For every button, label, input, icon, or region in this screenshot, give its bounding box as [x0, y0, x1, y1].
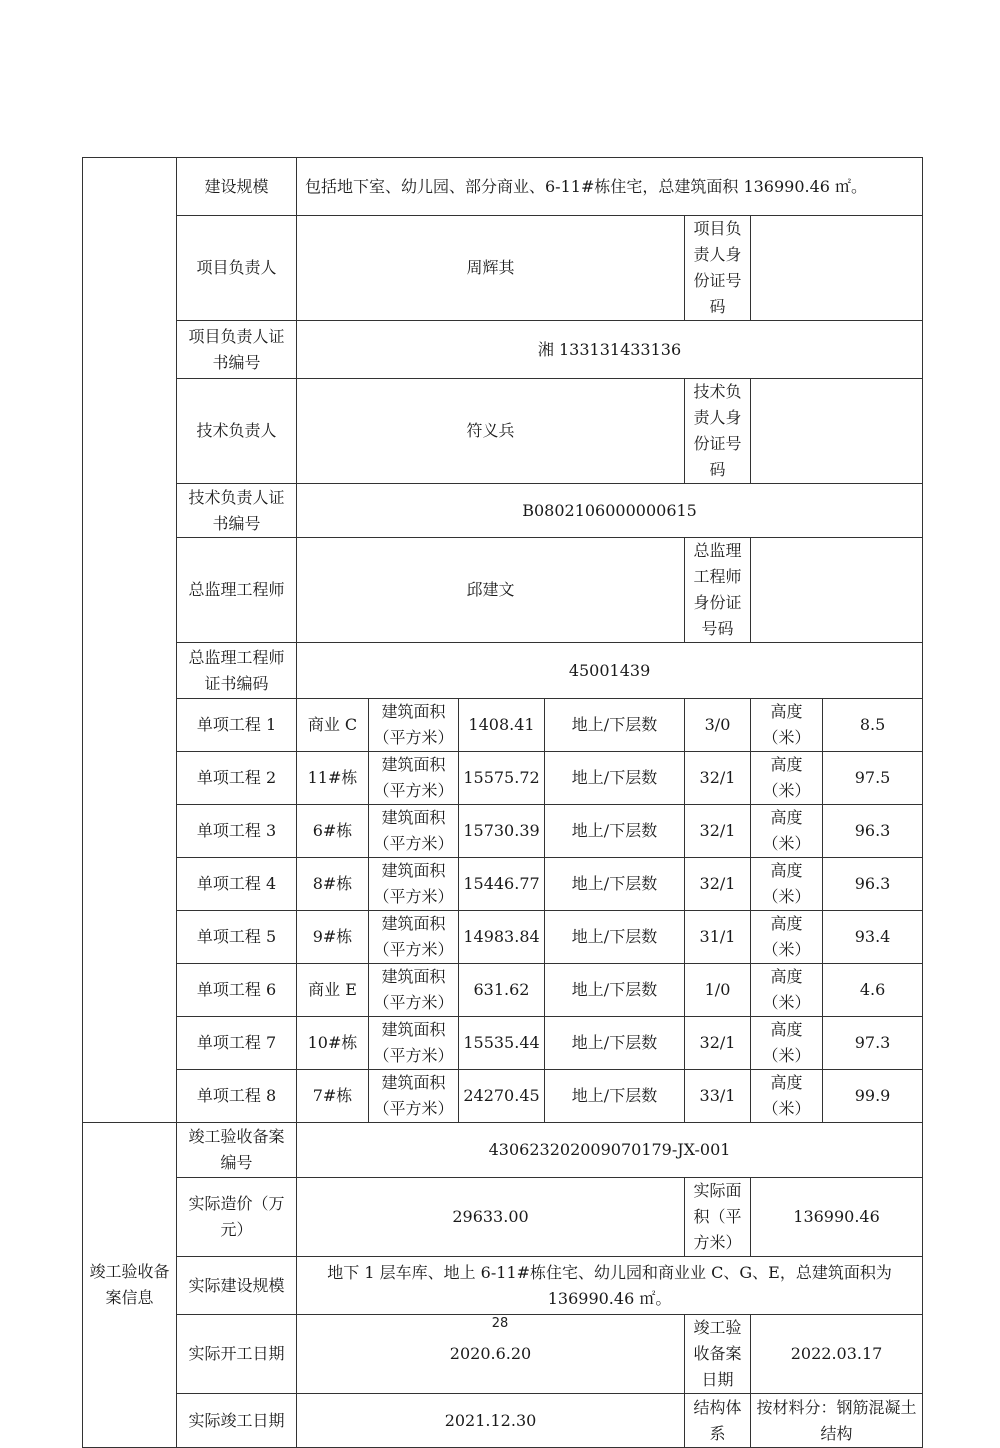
- chief-supervisor-cert-label: 总监理工程师证书编码: [177, 643, 297, 699]
- sub-project-height: 93.4: [823, 911, 923, 964]
- sub-project-building: 商业 E: [297, 964, 369, 1017]
- sub-project-floors: 32/1: [685, 858, 751, 911]
- sub-project-height-label: 高度（米）: [751, 752, 823, 805]
- sub-project-floors-label: 地上/下层数: [545, 1017, 685, 1070]
- sub-project-floors-label: 地上/下层数: [545, 805, 685, 858]
- sub-project-label: 单项工程 2: [177, 752, 297, 805]
- sub-project-building: 6#栋: [297, 805, 369, 858]
- sub-project-building: 7#栋: [297, 1070, 369, 1123]
- actual-area-value: 136990.46: [751, 1178, 923, 1257]
- sub-project-area: 14983.84: [459, 911, 545, 964]
- sub-project-floors-label: 地上/下层数: [545, 858, 685, 911]
- actual-cost-value: 29633.00: [297, 1178, 685, 1257]
- table-row: [83, 752, 923, 805]
- sub-project-area-label: 建筑面积（平方米）: [369, 805, 459, 858]
- sub-project-floors: 33/1: [685, 1070, 751, 1123]
- sub-project-building: 8#栋: [297, 858, 369, 911]
- sub-project-label: 单项工程 4: [177, 858, 297, 911]
- chief-supervisor-id-value: [751, 538, 923, 643]
- sub-project-label: 单项工程 7: [177, 1017, 297, 1070]
- record-number-label: 竣工验收备案编号: [177, 1123, 297, 1178]
- sub-project-floors: 3/0: [685, 699, 751, 752]
- sub-project-area-label: 建筑面积（平方米）: [369, 911, 459, 964]
- actual-cost-label: 实际造价（万元）: [177, 1178, 297, 1257]
- sub-project-label: 单项工程 6: [177, 964, 297, 1017]
- sub-project-floors-label: 地上/下层数: [545, 699, 685, 752]
- sub-project-height-label: 高度（米）: [751, 805, 823, 858]
- sub-project-floors: 1/0: [685, 964, 751, 1017]
- sub-project-floors-label: 地上/下层数: [545, 964, 685, 1017]
- sub-project-height-label: 高度（米）: [751, 1017, 823, 1070]
- sub-project-area: 15535.44: [459, 1017, 545, 1070]
- sub-project-floors-label: 地上/下层数: [545, 752, 685, 805]
- sub-project-area-label: 建筑面积（平方米）: [369, 1017, 459, 1070]
- sub-project-label: 单项工程 1: [177, 699, 297, 752]
- sub-project-area: 15575.72: [459, 752, 545, 805]
- technical-manager-id-label: 技术负责人身份证号码: [685, 379, 751, 484]
- project-manager-name: 周辉其: [297, 216, 685, 321]
- project-manager-cert-value: 湘 133131433136: [297, 321, 923, 379]
- scale-value: 包括地下室、幼儿园、部分商业、6-11#栋住宅，总建筑面积 136990.46 ㎡。: [297, 158, 923, 216]
- table-row: [83, 1017, 923, 1070]
- actual-scale-label: 实际建设规模: [177, 1257, 297, 1315]
- chief-supervisor-name: 邱建文: [297, 538, 685, 643]
- chief-supervisor-label: 总监理工程师: [177, 538, 297, 643]
- actual-start-label: 实际开工日期: [177, 1315, 297, 1394]
- record-date-value: 2022.03.17: [751, 1315, 923, 1394]
- sub-project-height: 8.5: [823, 699, 923, 752]
- sub-project-area-label: 建筑面积（平方米）: [369, 858, 459, 911]
- sub-project-height-label: 高度（米）: [751, 1070, 823, 1123]
- technical-manager-name: 符义兵: [297, 379, 685, 484]
- sub-project-height-label: 高度（米）: [751, 911, 823, 964]
- sub-project-label: 单项工程 3: [177, 805, 297, 858]
- sub-project-height: 99.9: [823, 1070, 923, 1123]
- sub-project-floors-label: 地上/下层数: [545, 1070, 685, 1123]
- sub-project-height-label: 高度（米）: [751, 964, 823, 1017]
- sub-project-height-label: 高度（米）: [751, 858, 823, 911]
- technical-manager-label: 技术负责人: [177, 379, 297, 484]
- sub-project-height: 96.3: [823, 805, 923, 858]
- sub-project-label: 单项工程 8: [177, 1070, 297, 1123]
- table-row: [83, 858, 923, 911]
- actual-end-label: 实际竣工日期: [177, 1394, 297, 1448]
- table-row: [83, 1070, 923, 1123]
- technical-manager-cert-value: B0802106000000615: [297, 484, 923, 538]
- chief-supervisor-cert-value: 45001439: [297, 643, 923, 699]
- sub-project-height-label: 高度（米）: [751, 699, 823, 752]
- sub-project-area: 15446.77: [459, 858, 545, 911]
- chief-supervisor-id-label: 总监理工程师身份证号码: [685, 538, 751, 643]
- sub-project-area-label: 建筑面积（平方米）: [369, 1070, 459, 1123]
- sub-project-area: 24270.45: [459, 1070, 545, 1123]
- sub-project-label: 单项工程 5: [177, 911, 297, 964]
- sub-project-height: 96.3: [823, 858, 923, 911]
- technical-manager-id-value: [751, 379, 923, 484]
- project-manager-id-label: 项目负责人身份证号码: [685, 216, 751, 321]
- table-row: [83, 699, 923, 752]
- structure-value: 按材料分：钢筋混凝土结构: [751, 1394, 923, 1448]
- sub-project-floors: 32/1: [685, 752, 751, 805]
- record-number-value: 430623202009070179-JX-001: [297, 1123, 923, 1178]
- technical-manager-cert-label: 技术负责人证书编号: [177, 484, 297, 538]
- sub-project-building: 11#栋: [297, 752, 369, 805]
- sub-project-height: 97.3: [823, 1017, 923, 1070]
- sub-project-floors: 31/1: [685, 911, 751, 964]
- table-row: [83, 911, 923, 964]
- sub-project-area: 15730.39: [459, 805, 545, 858]
- table-row: [83, 805, 923, 858]
- completion-section-label: 竣工验收备案信息: [83, 1123, 177, 1448]
- project-manager-label: 项目负责人: [177, 216, 297, 321]
- sub-project-area: 631.62: [459, 964, 545, 1017]
- actual-scale-value: 地下 1 层车库、地上 6-11#栋住宅、幼儿园和商业业 C、G、E，总建筑面积为 136990.46 ㎡。: [297, 1257, 923, 1315]
- sub-project-area-label: 建筑面积（平方米）: [369, 752, 459, 805]
- sub-project-building: 10#栋: [297, 1017, 369, 1070]
- sub-project-area-label: 建筑面积（平方米）: [369, 699, 459, 752]
- sub-project-floors-label: 地上/下层数: [545, 911, 685, 964]
- sub-project-building: 9#栋: [297, 911, 369, 964]
- table-row: [83, 964, 923, 1017]
- sub-project-height: 4.6: [823, 964, 923, 1017]
- actual-start-value: 2020.6.20: [297, 1315, 685, 1394]
- sub-project-floors: 32/1: [685, 805, 751, 858]
- record-date-label: 竣工验收备案日期: [685, 1315, 751, 1394]
- project-manager-id-value: [751, 216, 923, 321]
- sub-project-floors: 32/1: [685, 1017, 751, 1070]
- actual-area-label: 实际面积（平方米）: [685, 1178, 751, 1257]
- sub-project-height: 97.5: [823, 752, 923, 805]
- sub-project-area-label: 建筑面积（平方米）: [369, 964, 459, 1017]
- document-table: [82, 157, 923, 1448]
- scale-label: 建设规模: [177, 158, 297, 216]
- sub-project-area: 1408.41: [459, 699, 545, 752]
- page-number: 28: [491, 1316, 509, 1331]
- sub-project-building: 商业 C: [297, 699, 369, 752]
- project-manager-cert-label: 项目负责人证书编号: [177, 321, 297, 379]
- actual-end-value: 2021.12.30: [297, 1394, 685, 1448]
- structure-label: 结构体系: [685, 1394, 751, 1448]
- left-margin-column: [83, 158, 177, 1123]
